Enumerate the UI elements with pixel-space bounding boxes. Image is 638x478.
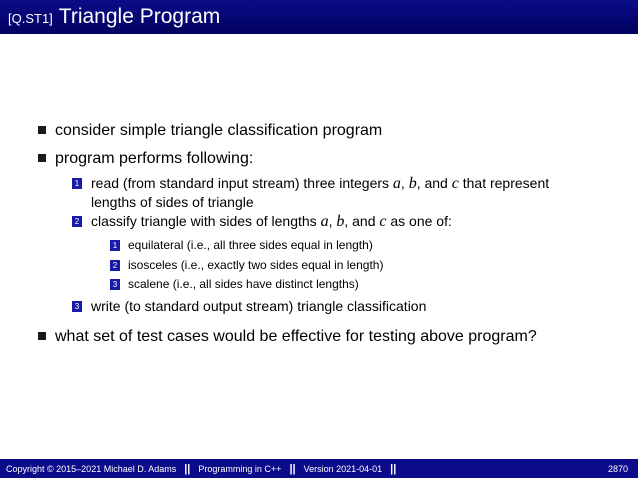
number-badge-icon: 1 — [110, 240, 120, 251]
footer-version: Version 2021-04-01 — [303, 463, 383, 474]
type-text: equilateral (i.e., all three sides equal in length) — [128, 238, 373, 252]
bullet-item — [38, 121, 382, 140]
bullet-text: what set of test cases would be effective for testing above program? — [55, 328, 537, 345]
bullet-item — [38, 149, 253, 168]
square-bullet-icon — [38, 126, 46, 134]
step-text: read (from standard input stream) three integers a, b, and c that represent lengths of sides of triangle — [91, 175, 550, 210]
number-badge-icon: 2 — [72, 216, 82, 227]
step-text: classify triangle with sides of lengths a, b, and c as one of: — [91, 213, 452, 230]
step-item — [72, 174, 549, 212]
footer-separator: || — [289, 462, 296, 475]
footer-separator: || — [184, 462, 191, 475]
bullet-text: program performs following: — [55, 150, 254, 167]
page-number: 2870 — [607, 463, 628, 474]
bullet-item — [38, 327, 537, 346]
slide-title: Triangle Program — [58, 5, 221, 28]
slide-tag: [Q.ST1] — [8, 10, 53, 26]
step-item — [72, 297, 426, 316]
bullet-text: consider simple triangle classification program — [55, 122, 383, 139]
type-item — [110, 276, 359, 292]
footer-separator: || — [390, 462, 397, 475]
step-item — [72, 212, 452, 231]
number-badge-icon: 1 — [72, 178, 82, 189]
type-text: scalene (i.e., all sides have distinct lengths) — [128, 277, 359, 291]
square-bullet-icon — [38, 332, 46, 340]
step-text: write (to standard output stream) triangle classification — [91, 298, 427, 314]
slide-title-bar — [0, 0, 638, 34]
number-badge-icon: 3 — [72, 301, 82, 312]
type-item — [110, 257, 383, 273]
type-item — [110, 237, 373, 253]
footer-copyright: Copyright © 2015–2021 Michael D. Adams — [6, 463, 177, 474]
footer-course: Programming in C++ — [198, 463, 282, 474]
square-bullet-icon — [38, 154, 46, 162]
number-badge-icon: 3 — [110, 279, 120, 290]
number-badge-icon: 2 — [110, 260, 120, 271]
type-text: isosceles (i.e., exactly two sides equal in length) — [128, 258, 384, 272]
slide-footer — [0, 459, 638, 478]
